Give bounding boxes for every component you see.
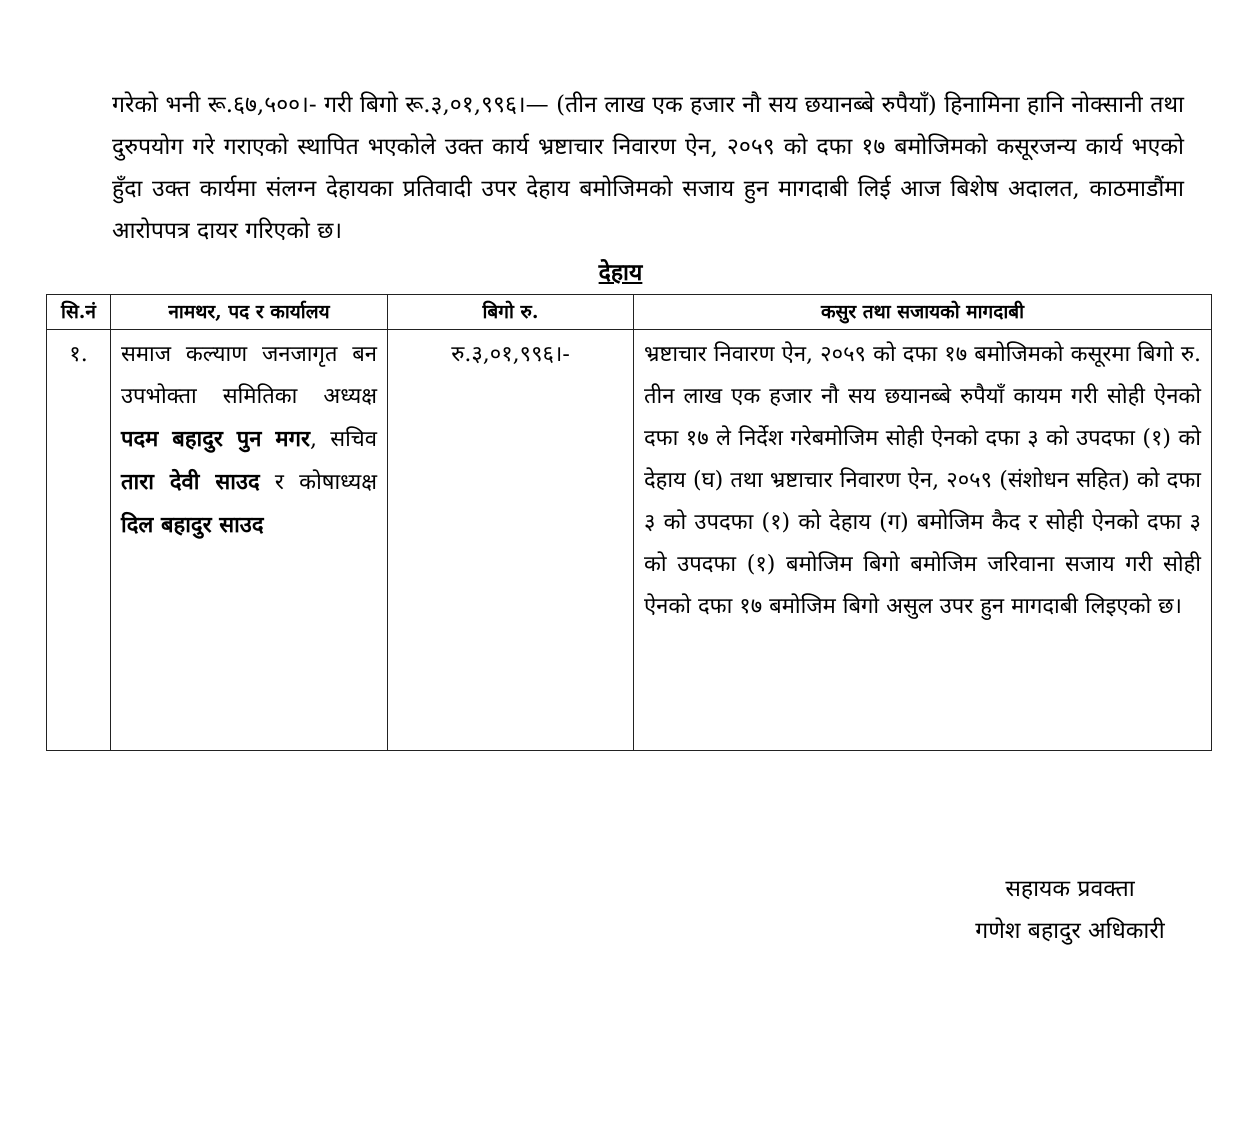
cell-amount: रु.३,०१,९९६।- (388, 330, 634, 751)
header-charge-demand: कसुर तथा सजायको मागदाबी (634, 295, 1212, 330)
secretary-name: तारा देवी साउद (121, 469, 260, 495)
table-row (47, 330, 1212, 751)
intro-paragraph: गरेको भनी रू.६७,५००।- गरी बिगो रू.३,०१,९९६।— (तीन लाख एक हजार नौ सय छयानब्बे रुपैयाँ) हिनामिना हानि नोक्सानी तथा दुरुपयोग गरे गराएको स्थापित भएकोले उक्त कार्य भ्रष्टाचार निवारण ऐन, २०५९ को दफा १७ बमोजिमको कसूरजन्य कार्य भएको हुँदा उक्त कार्यमा संलग्न देहायका प्रतिवादी उपर देहाय बमोजिमको सजाय हुन मागदाबी लिई आज बिशेष अदालत, काठमाडौंमा आरोपपत्र दायर गरिएको छ। (112, 92, 1184, 244)
name-text: र कोषाध्यक्ष (259, 470, 377, 495)
cell-serial: १. (47, 330, 111, 751)
cell-name-post-office (111, 330, 388, 751)
header-serial: सि.नं (47, 295, 111, 330)
cell-charge-demand: भ्रष्टाचार निवारण ऐन, २०५९ को दफा १७ बमोजिमको कसूरमा बिगो रु. तीन लाख एक हजार नौ सय छयानब्बे रुपैयाँ कायम गरी सोही ऐनको दफा १७ ले निर्देश गरेबमोजिम सोही ऐनको दफा ३ को उपदफा (१) को देहाय (घ) तथा भ्रष्टाचार निवारण ऐन, २०५९ (संशोधन सहित) को दफा ३ को उपदफा (१) को देहाय (ग) बमोजिम कैद र सोही ऐनको दफा ३ को उपदफा (१) बमोजिम बिगो बमोजिम जरिवाना सजाय गरी सोही ऐनको दफा १७ बमोजिम बिगो असुल उपर हुन मागदाबी लिइएको छ। (634, 330, 1212, 751)
signature-name: गणेश बहादुर अधिकारी (975, 918, 1165, 944)
signature-title: सहायक प्रवक्ता (1005, 876, 1135, 902)
treasurer-name: दिल बहादुर साउद (121, 512, 264, 538)
header-amount: बिगो रु. (388, 295, 634, 330)
accused-table (46, 294, 1212, 751)
table-header-row (47, 295, 1212, 330)
president-name: पदम बहादुर पुन मगर (121, 426, 310, 452)
section-heading: देहाय (598, 259, 643, 286)
name-text: समाज कल्याण जनजागृत बन उपभोक्ता समितिका अध्यक्ष (121, 342, 377, 409)
name-text: , सचिव (309, 427, 377, 452)
header-name-post-office: नामथर, पद र कार्यालय (111, 295, 388, 330)
